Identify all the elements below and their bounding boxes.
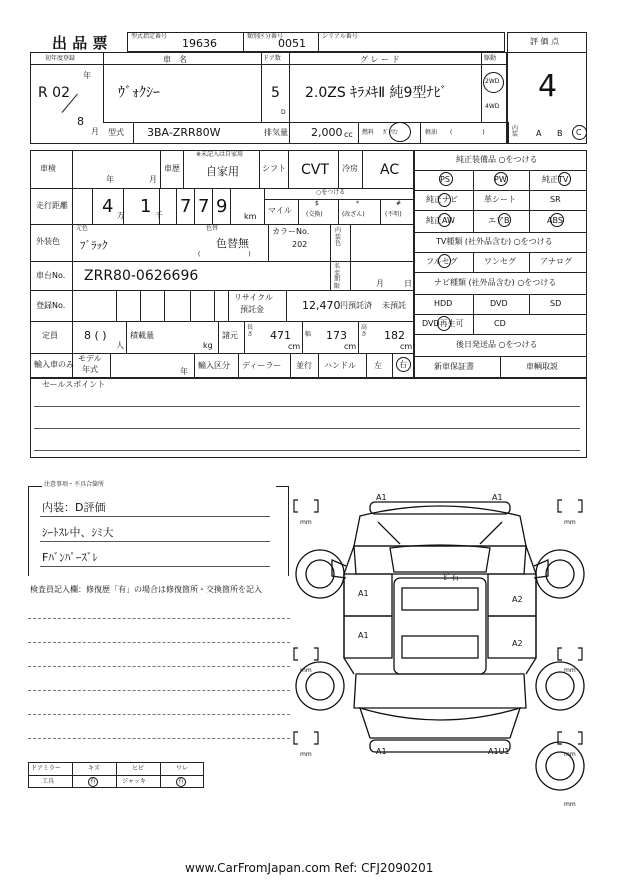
length-unit: cm: [288, 342, 301, 351]
class-no-label: 類別区分番号: [247, 33, 284, 40]
later-ship-label: 後日発送品 ○をつける: [456, 340, 538, 349]
mileage-note: ○をつける: [316, 189, 346, 196]
door-label: ドア数: [263, 55, 281, 62]
car-name-value: ｳﾞｫｸｼｰ: [118, 85, 160, 101]
chassis-label: 車台No.: [36, 271, 66, 280]
recycle-label-1: リサイクル: [234, 293, 273, 302]
shift-value: CVT: [301, 162, 329, 178]
damage-front-left: A1: [376, 493, 387, 502]
model-year-label-2: 年式: [82, 365, 98, 374]
model-year-unit: 年: [180, 367, 188, 376]
inspection-month-unit: 月: [149, 175, 157, 184]
equip-pw: PW: [494, 175, 507, 184]
length-value: 471: [270, 329, 291, 342]
damage-left-door-2: A1: [358, 631, 369, 640]
drive-label: 駆動: [484, 55, 497, 62]
handle-left: 左: [374, 361, 382, 370]
color-no-label: カラーNo.: [272, 227, 310, 236]
equip-airbag: エアB: [488, 216, 510, 225]
color-value: ﾌﾞﾗｯｸ: [80, 239, 108, 252]
mm-label-rl: mm: [300, 667, 312, 674]
cc-value: 2,000: [311, 126, 343, 139]
score-value: 4: [538, 69, 558, 104]
height-label: 高さ: [361, 324, 368, 338]
capacity-label: 定員: [42, 331, 58, 340]
mileage-digit-5: 9: [216, 196, 228, 217]
name-change-label: 名変期限: [334, 263, 341, 290]
model-no-label: 型式指定番号: [131, 33, 168, 40]
navi-cd: CD: [494, 319, 506, 328]
interior-color-label: 内装色: [335, 227, 342, 248]
fuel-label: 燃料: [362, 129, 375, 136]
footer-reference: www.CarFromJapan.com Ref: CFJ2090201: [185, 861, 434, 875]
model-year-label-1: モデル: [78, 354, 102, 363]
mm-label-rr: mm: [564, 667, 576, 674]
drive-2wd: 2WD: [485, 78, 500, 85]
month-suffix: 月: [91, 127, 99, 136]
year-suffix: 年: [83, 71, 91, 80]
grade-label: グ レ ー ド: [360, 55, 400, 64]
light-oil-label: 軽油: [425, 129, 438, 136]
inspection-label: 車検: [40, 164, 56, 173]
type-value: 3BA-ZRR80W: [147, 126, 221, 139]
capacity-unit: 人: [116, 341, 124, 350]
legend-kizu: キズ: [88, 765, 100, 772]
sales-point-box: [30, 378, 587, 458]
history-value: 自家用: [206, 165, 239, 178]
light-oil-paren: ( ): [450, 129, 485, 136]
legend-ware: ワレ: [176, 765, 189, 772]
equip-abs: ABS: [547, 216, 563, 225]
damage-right-door-2: A2: [512, 639, 523, 648]
mileage-unit-sen: 千: [155, 211, 163, 220]
equip-ps: PS: [440, 175, 450, 184]
unknown-symbol: #: [396, 200, 402, 207]
equip-navi: 純正ナビ: [426, 195, 458, 204]
legend-hibi: ヒビ: [132, 765, 145, 772]
note-line-1: 内装：D評価: [42, 501, 106, 514]
navi-hdd: HDD: [434, 299, 453, 308]
parallel: 並行: [296, 361, 312, 370]
legend-tools: 工具: [42, 778, 55, 785]
car-name-label: 車 名: [163, 55, 187, 64]
tv-analog: アナログ: [540, 257, 572, 266]
first-reg-year: R 02: [38, 85, 70, 101]
cool-label: 冷房: [342, 164, 358, 173]
original-color-label: 元色: [76, 225, 89, 232]
color-no-value: 202: [292, 240, 308, 249]
not-deposited: 未預託: [382, 301, 406, 310]
note-line-3: Fﾊﾞﾝﾊﾟｰｽﾞﾚ: [42, 551, 98, 564]
mm-label-spare-l: mm: [300, 751, 312, 758]
altered-symbol: *: [356, 200, 359, 207]
serial-label: シリアル番号: [322, 33, 358, 40]
damage-rear-left: A1: [376, 747, 387, 756]
load-unit: kg: [203, 341, 213, 350]
exchange-symbol: $: [315, 200, 319, 207]
first-reg-label: 初年度登録: [45, 55, 76, 62]
load-label: 積載量: [130, 331, 154, 340]
class-no-value: 0051: [278, 37, 306, 50]
name-change-month: 月: [376, 279, 384, 288]
unknown-label: (不明): [385, 211, 402, 218]
recycle-label-2: 預託金: [240, 305, 264, 314]
mileage-digit-2: 1: [140, 196, 152, 217]
legend-door-mirror: ドアミラー: [31, 765, 61, 772]
width-label: 幅: [305, 331, 312, 338]
handle-label: ハンドル: [324, 361, 356, 370]
legend-jack: ジャッキ: [122, 778, 146, 785]
navi-dvd-play: DVD再生可: [422, 319, 464, 328]
inspector-label: 検査員記入欄：修復歴「有」の場合は修復箇所・交換箇所を記入: [30, 585, 262, 594]
shift-label: シフト: [262, 164, 286, 173]
sales-point-label: セールスポイント: [42, 380, 106, 389]
damage-rear-right: A1U1: [488, 747, 510, 756]
equip-tv: 純正TV: [542, 175, 569, 184]
navi-sd: SD: [550, 299, 562, 308]
damage-front-right: A1: [492, 493, 503, 502]
equip-sr: SR: [550, 195, 561, 204]
history-label: 車歴: [164, 164, 180, 173]
color-name-label: 色替: [206, 225, 219, 232]
altered-label: (改ざん): [342, 211, 365, 218]
import-kind-label: 輸入区分: [198, 361, 230, 370]
mm-label-spare-r: mm: [564, 751, 576, 758]
mile-label: マイル: [268, 206, 292, 215]
interior-a: A: [536, 129, 542, 138]
exterior-color-label: 外装色: [36, 237, 60, 246]
legend-jack-value: 有: [178, 778, 185, 785]
interior-b: B: [557, 129, 563, 138]
interior-label: 内装: [512, 125, 519, 138]
size-label: 諸元: [222, 331, 238, 340]
grade-value: 2.0ZS ｷﾗﾒｷⅡ 純9型ﾅﾋﾞ: [305, 85, 448, 101]
inspection-year-unit: 年: [106, 175, 114, 184]
damage-right-door-1: A2: [512, 595, 523, 604]
tv-fullseg: フルセグ: [426, 257, 458, 266]
mileage-label: 走行距離: [36, 201, 68, 210]
capacity-value: 8 ( ): [84, 329, 107, 342]
color-change-value: 色替無: [216, 237, 249, 250]
mileage-digit-1: 4: [102, 196, 114, 217]
handle-right: 右: [399, 360, 407, 369]
navi-dvd: DVD: [490, 299, 508, 308]
equip-leather: 革シート: [484, 195, 516, 204]
car-damage-diagram: [290, 486, 590, 816]
width-unit: cm: [344, 342, 357, 351]
import-label: 輸入車のみ: [34, 360, 74, 369]
fuel-value: ｶﾞｿﾘﾝ: [383, 129, 399, 136]
note-line-2: ｼｰﾄｽﾚ中、ｼﾐ大: [42, 526, 114, 539]
damage-hood-stone: ﾋﾟ石: [443, 573, 459, 582]
tv-oneseg: ワンセグ: [484, 257, 516, 266]
color-paren: ( ): [198, 251, 251, 258]
legend-tools-value: 有: [90, 778, 97, 785]
score-label: 評 価 点: [530, 37, 560, 46]
mileage-unit-man: 万: [117, 211, 125, 220]
navi-type-label: ナビ種類 (社外品含む) ○をつける: [434, 278, 557, 287]
new-car-warranty: 新車保証書: [434, 362, 474, 371]
height-value: 182: [384, 329, 405, 342]
damage-left-door-1: A1: [358, 589, 369, 598]
tv-type-label: TV種類 (社外品含む) ○をつける: [436, 237, 553, 246]
equip-aw: 純正AW: [426, 216, 455, 225]
recycle-value: 12,470: [302, 299, 341, 312]
height-unit: cm: [400, 342, 413, 351]
door-value: 5: [271, 85, 280, 101]
chassis-value: ZRR80-0626696: [84, 268, 199, 284]
dealer: ディーラー: [242, 361, 282, 370]
mm-label-fl: mm: [300, 519, 312, 526]
cc-unit: cc: [344, 130, 353, 139]
cc-label: 排気量: [264, 128, 288, 137]
notes-label: 注意事項・不具合箇所: [44, 481, 105, 488]
mm-label-fr: mm: [564, 519, 576, 526]
private-note: ※未記入は自家用: [196, 151, 244, 158]
width-value: 173: [326, 329, 347, 342]
genuine-equip-label: 純正装備品 ○をつける: [456, 155, 538, 164]
vehicle-manual: 車輌取説: [526, 362, 558, 371]
type-label: 型式: [108, 128, 124, 137]
recycle-unit: 円預託済: [340, 301, 372, 310]
mileage-digit-3: 7: [180, 196, 192, 217]
page-title: 出 品 票: [52, 34, 108, 52]
interior-c: C: [576, 128, 582, 137]
model-no-value: 19636: [182, 37, 217, 50]
registration-label: 登録No.: [36, 301, 66, 310]
exchange-label: (交換): [306, 211, 323, 218]
name-change-day: 日: [404, 279, 412, 288]
drive-4wd: 4WD: [485, 103, 500, 110]
door-type: D: [281, 109, 286, 116]
mileage-km: km: [244, 212, 257, 221]
length-label: 長さ: [247, 324, 254, 338]
mm-label-spare: mm: [564, 801, 576, 808]
cool-value: AC: [380, 162, 400, 178]
first-reg-month: 8: [77, 115, 84, 128]
detail-table: [30, 150, 414, 378]
mileage-digit-4: 7: [198, 196, 210, 217]
